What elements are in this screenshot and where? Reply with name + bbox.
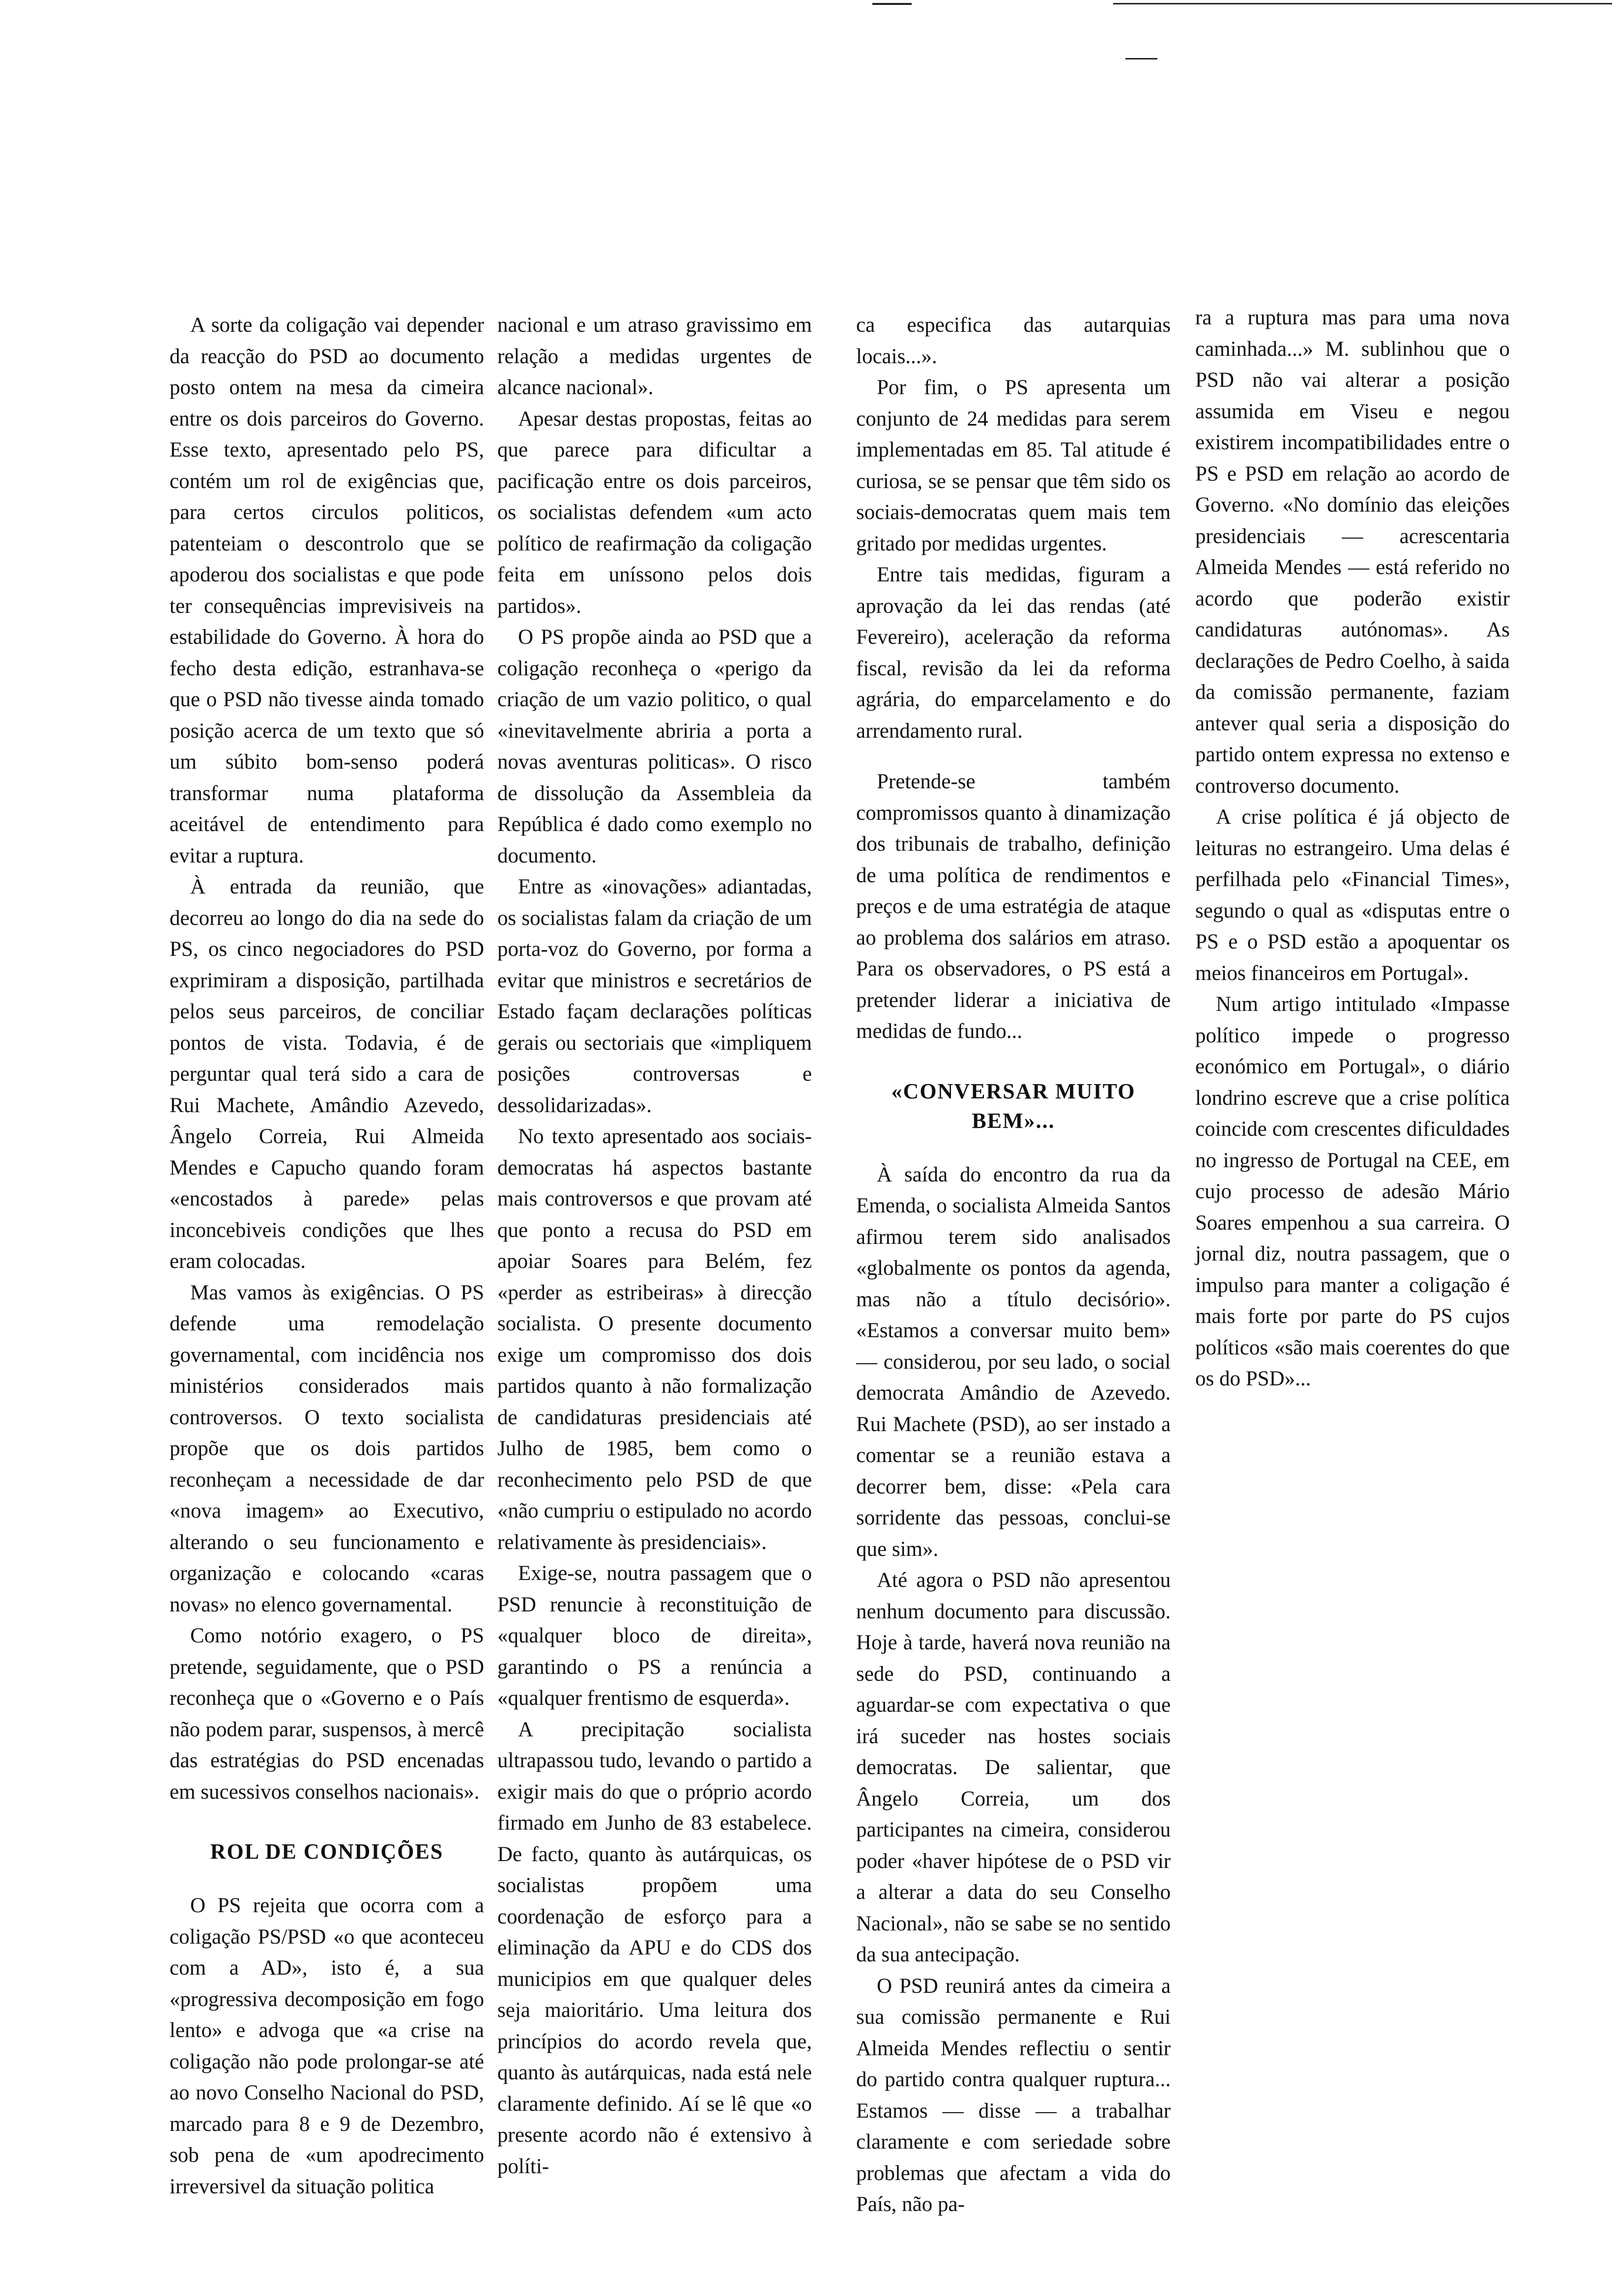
top-rule-long	[1113, 3, 1612, 4]
paragraph: À saída do encontro da rua da Emenda, o socialista Almeida Santos afirmou terem sido analisados «globalmente os pontos da agenda, mas não a título decisório». «Estamos a conversar muito bem» — considerou, por seu lado, o social democrata Amândio de Azevedo. Rui Machete (PSD), ao ser instado a comentar se a reunião estava a decorrer bem, disse: «Pela cara sorridente das pessoas, conclui-se que sim».	[856, 1163, 1171, 1561]
paragraph: Pretende-se também compromissos quanto à dinamização dos tribunais de trabalho, definição de uma política de rendimentos e preços e de uma estratégia de ataque ao problema dos salários em atraso. Para os observadores, o PS está a pretender liderar a iniciativa de medidas de fundo...	[856, 770, 1171, 1043]
paragraph: A crise política é já objecto de leituras no estrangeiro. Uma delas é perfilhada pelo «Financial Times», segundo o qual as «disputas entre o PS e o PSD estão a apoquentar os meios financeiros em Portugal».	[1195, 805, 1510, 985]
paragraph-continued: ca especifica das autarquias locais...».	[856, 314, 1171, 368]
paragraph: O PS rejeita que ocorra com a coligação PS/PSD «o que aconteceu com a AD», isto é, a sua «progressiva decomposição em fogo lento» e advoga que «a crise na coligação não pode prolongar-se até ao novo Conselho Nacional do PSD, marcado para 8 e 9 de Dezembro, sob pena de «um apodrecimento irreversivel da situação politica	[170, 1894, 484, 2198]
paragraph: Num artigo intitulado «Impasse político impede o progresso económico em Portugal», o diário londrino escreve que a crise política coincide com crescentes dificuldades no ingresso de Portugal na CEE, em cujo processo de adesão Mário Soares empenhou a sua carreira. O jornal diz, noutra passagem, que o impulso para manter a coligação é mais forte por parte do PS cujos políticos «são mais coerentes do que os do PSD»...	[1195, 993, 1510, 1390]
paragraph: Entre tais medidas, figuram a aprovação da lei das rendas (até Fevereiro), aceleração da reforma fiscal, revisão da lei da reforma agrária, do emparcelamento e do arrendamento rural.	[856, 563, 1171, 743]
article-column-3	[856, 310, 1171, 2220]
paragraph: O PS propõe ainda ao PSD que a coligação reconheça o «perigo da criação de um vazio politico, o qual «inevitavelmente abriria a porta a novas aventuras politicas». O risco de dissolução da Assembleia da República é dado como exemplo no documento.	[497, 626, 812, 867]
article-column-1	[170, 310, 484, 2202]
paragraph: À entrada da reunião, que decorreu ao longo do dia na sede do PS, os cinco negociadores do PSD exprimiram a disposição, partilhada pelos seus parceiros, de conciliar pontos de vista. Todavia, é de perguntar qual terá sido a cara de Rui Machete, Amândio Azevedo, Ângelo Correia, Rui Almeida Mendes e Capucho quando foram «encostados à parede» pelas inconcebiveis condições que lhes eram colocadas.	[170, 875, 484, 1273]
top-rule-short	[872, 3, 912, 5]
paragraph: A precipitação socialista ultrapassou tudo, levando o partido a exigir mais do que o próprio acordo firmado em Junho de 83 estabelece. De facto, quanto às autárquicas, os socialistas propõem uma coordenação de esforço para a eliminação da APU e do CDS dos municipios em que qualquer deles seja maioritário. Uma leitura dos princípios do acordo revela que, quanto às autárquicas, nada está nele claramente definido. Aí se lê que «o presente acordo não é extensivo à políti-	[497, 1718, 812, 2178]
paragraph: Por fim, o PS apresenta um conjunto de 24 medidas para serem implementadas em 85. Tal atitude é curiosa, se se pensar que têm sido os sociais-democratas quem mais tem gritado por medidas urgentes.	[856, 376, 1171, 555]
paragraph: Entre as «inovações» adiantadas, os socialistas falam da criação de um porta-voz do Governo, por forma a evitar que ministros e secretários de Estado façam declarações políticas gerais ou sectoriais que «impliquem posições controversas e dessolidarizadas».	[497, 875, 812, 1117]
paragraph: Mas vamos às exigências. O PS defende uma remodelação governamental, com incidência nos ministérios considerados mais controversos. O texto socialista propõe que os dois partidos reconheçam a necessidade de dar «nova imagem» ao Executivo, alterando o seu funcionamento e organização e colocando «caras novas» no elenco governamental.	[170, 1281, 484, 1616]
section-heading: ROL DE CONDIÇÕES	[210, 1839, 444, 1864]
top-dash	[1125, 58, 1157, 59]
paragraph-continued: ra a ruptura mas para uma nova caminhada...» M. sublinhou que o PSD não vai alterar a posição assumida em Viseu e negou existirem incompatibilidades entre o PS e PSD em relação ao acordo de Governo. «No domínio das eleições presidenciais — acrescentaria Almeida Mendes — está referido no acordo que poderão existir candidaturas autónomas». As declarações de Pedro Coelho, à saida da comissão permanente, faziam antever qual seria a disposição do partido ontem expressa no extenso e controverso documento.	[1195, 306, 1510, 798]
paragraph: O PSD reunirá antes da cimeira a sua comissão permanente e Rui Almeida Mendes reflectiu o sentir do partido contra qualquer ruptura... Estamos — disse — a trabalhar claramente e com seriedade sobre problemas que afectam a vida do País, não pa-	[856, 1974, 1171, 2216]
section-heading: «CONVERSAR MUITO BEM»...	[891, 1079, 1136, 1133]
paragraph-continued: nacional e um atraso gravissimo em relação a medidas urgentes de alcance nacional».	[497, 314, 812, 399]
paragraph: Apesar destas propostas, feitas ao que parece para dificultar a pacificação entre os dois parceiros, os socialistas defendem «um acto político de reafirmação da coligação feita em uníssono pelos dois partidos».	[497, 407, 812, 618]
paragraph: A sorte da coligação vai depender da reacção do PSD ao documento posto ontem na mesa da cimeira entre os dois parceiros do Governo. Esse texto, apresentado pelo PS, contém um rol de exigências que, para certos circulos politicos, patenteiam o descontrolo que se apoderou dos socialistas e que pode ter consequências imprevisiveis na estabilidade do Governo. À hora do fecho desta edição, estranhava-se que o PSD não tivesse ainda tomado posição acerca de um texto que só um súbito bom-senso poderá transformar numa plataforma aceitável de entendimento para evitar a ruptura.	[170, 314, 484, 867]
article-column-2	[497, 310, 812, 2182]
paragraph: Como notório exagero, o PS pretende, seguidamente, que o PSD reconheça que o «Governo e o País não podem parar, suspensos, à mercê das estratégias do PSD encenadas em sucessivos conselhos nacionais».	[170, 1624, 484, 1804]
paragraph: Até agora o PSD não apresentou nenhum documento para discussão. Hoje à tarde, haverá nova reunião na sede do PSD, continuando a aguardar-se com expectativa o que irá suceder nas hostes sociais democratas. De salientar, que Ângelo Correia, um dos participantes na cimeira, considerou poder «haver hipótese de o PSD vir a alterar a data do seu Conselho Nacional», não se sabe se no sentido da sua antecipação.	[856, 1569, 1171, 1966]
article-column-4	[1195, 302, 1510, 1395]
paragraph: No texto apresentado aos sociais-democratas há aspectos bastante mais controversos e que provam até que ponto a recusa do PSD em apoiar Soares para Belém, fez «perder as estribeiras» à direcção socialista. O presente documento exige um compromisso dos dois partidos quanto à não formalização de candidaturas presidenciais até Julho de 1985, bem como o reconhecimento pelo PSD de que «não cumpriu o estipulado no acordo relativamente às presidenciais».	[497, 1125, 812, 1554]
paragraph: Exige-se, noutra passagem que o PSD renuncie à reconstituição de «qualquer bloco de direita», garantindo o PS a renúncia a «qualquer frentismo de esquerda».	[497, 1562, 812, 1710]
